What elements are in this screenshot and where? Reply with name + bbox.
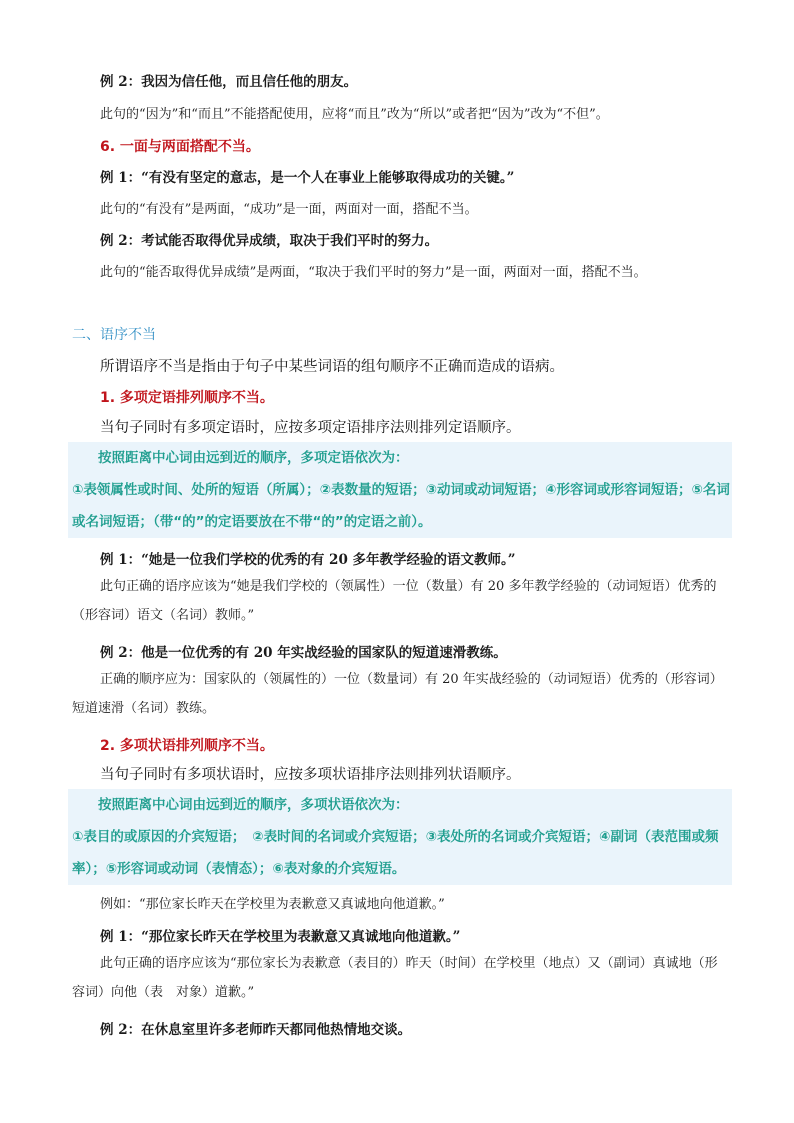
box-list: ①表领属性或时间、处所的短语（所属）；②表数量的短语；③动词或动词短语；④形容词或形容词短语；⑤名词或名词短语；（带“的”的定语要放在不带“的”的定语之前）。 — [72, 482, 730, 530]
example-2-sentence: 例 2：我因为信任他，而且信任他的朋友。 — [100, 74, 358, 90]
attribute-order-box — [68, 442, 732, 538]
box-heading: 按照距离中心词由远到近的顺序，多项状语依次为： — [98, 797, 409, 813]
example-2-explanation: 此句的“能否取得优异成绩”是两面，“取决于我们平时的努力”是一面，两面对一面，搭配不当。 — [100, 265, 647, 280]
box-heading: 按照距离中心词由远到近的顺序，多项定语依次为： — [98, 450, 409, 466]
example-2-sentence: 例 2：考试能否取得优异成绩，取决于我们平时的努力。 — [100, 233, 439, 249]
section-intro: 所谓语序不当是指由于句子中某些词语的组句顺序不正确而造成的语病。 — [100, 359, 564, 375]
example-2-sentence: 例 2：在休息室里许多老师昨天都同他热情地交谈。 — [100, 1022, 412, 1038]
rule-intro: 当句子同时有多项定语时，应按多项定语排序法则排列定语顺序。 — [100, 420, 521, 436]
example-2-explanation: 此句的“因为”和“而且”不能搭配使用，应将“而且”改为“所以”或者把“因为”改为“不但”。 — [100, 107, 609, 122]
adverbial-order-box — [68, 789, 732, 885]
subheading-6: 6. 一面与两面搭配不当。 — [100, 139, 260, 155]
example-2-explanation: 正确的顺序应为：国家队的（领属性的）一位（数量词）有 20 年实战经验的（动词短语）优秀的（形容词）短道速滑（名词）教练。 — [72, 672, 723, 716]
document-page — [72, 64, 730, 1040]
subheading-2: 2. 多项状语排列顺序不当。 — [100, 738, 274, 754]
example-1-explanation: 此句正确的语序应该为“那位家长为表歉意（表目的）昨天（时间）在学校里（地点）又（副词）真诚地（形容词）向他（表 对象）道歉。” — [72, 956, 718, 1000]
rule-intro: 当句子同时有多项状语时，应按多项状语排序法则排列状语顺序。 — [100, 767, 521, 783]
example-1-sentence: 例 1：“她是一位我们学校的优秀的有 20 多年教学经验的语文教师。” — [100, 552, 516, 568]
box-list: ①表目的或原因的介宾短语； ②表时间的名词或介宾短语；③表处所的名词或介宾短语；④副词（表范围或频率）；⑤形容词或动词（表情态）；⑥表对象的介宾短语。 — [72, 829, 719, 877]
example-1-sentence: 例 1：“那位家长昨天在学校里为表歉意又真诚地向他道歉。” — [100, 929, 461, 945]
example-1-sentence: 例 1：“有没有坚定的意志，是一个人在事业上能够取得成功的关键。” — [100, 170, 515, 186]
section-heading: 二、语序不当 — [72, 327, 156, 343]
subheading-1: 1. 多项定语排列顺序不当。 — [100, 390, 274, 406]
example-1-explanation: 此句正确的语序应该为“她是我们学校的（领属性）一位（数量）有 20 多年教学经验的（动词短语）优秀的（形容词）语文（名词）教师。” — [72, 579, 717, 623]
example-2-sentence: 例 2：他是一位优秀的有 20 年实战经验的国家队的短道速滑教练。 — [100, 645, 507, 661]
example-sentence: 例如：“那位家长昨天在学校里为表歉意又真诚地向他道歉。” — [100, 897, 445, 912]
example-1-explanation: 此句的“有没有”是两面，“成功”是一面，两面对一面，搭配不当。 — [100, 202, 478, 217]
